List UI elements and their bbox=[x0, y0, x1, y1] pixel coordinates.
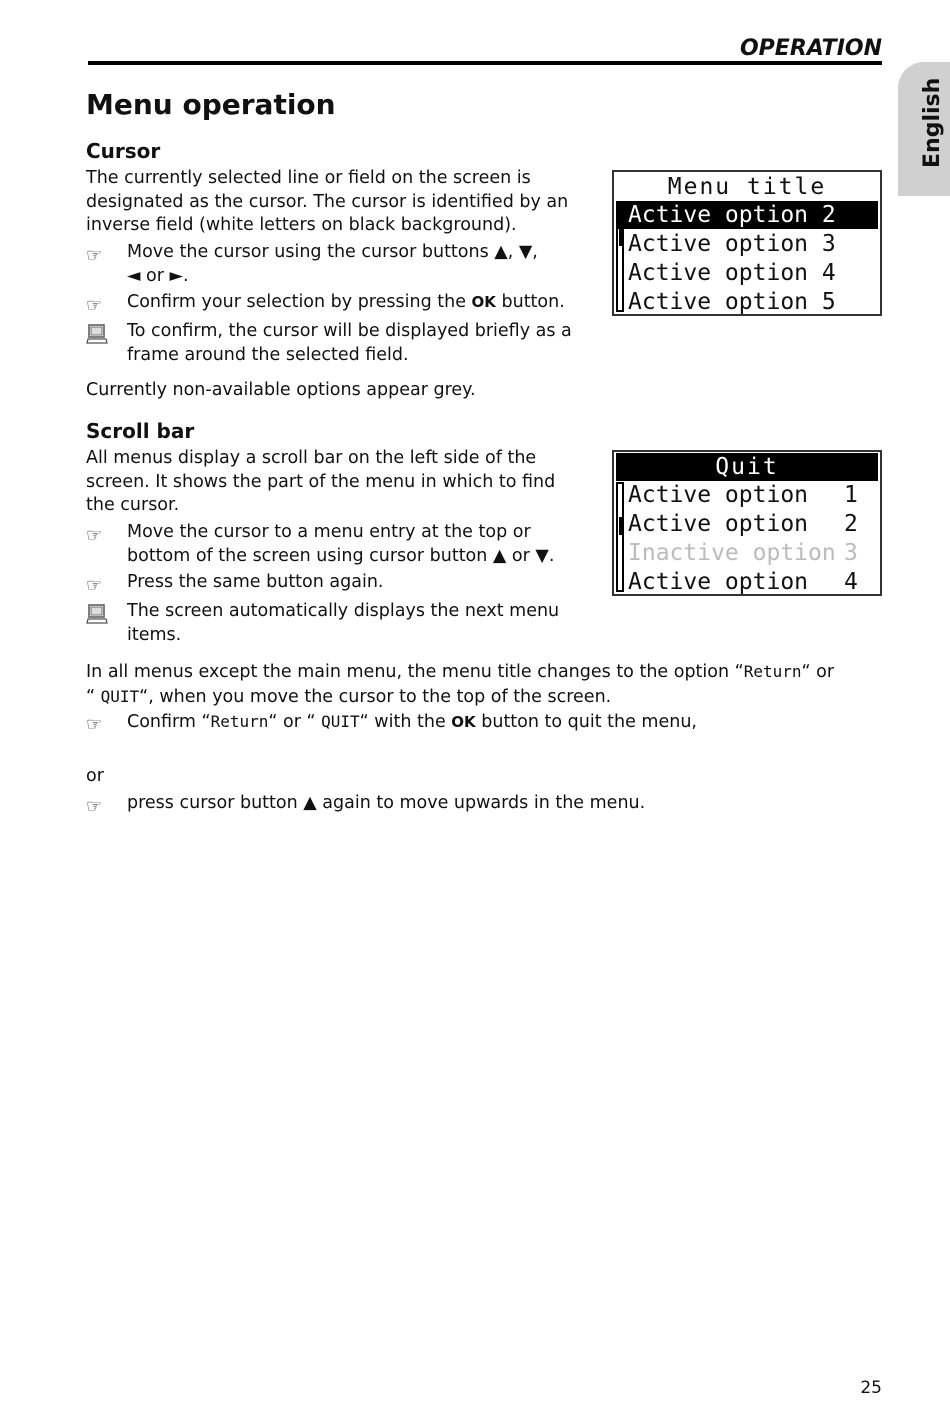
pointing-hand-icon: ☞ bbox=[86, 295, 103, 316]
cursor-step-2-text: Confirm your selection by pressing the bbox=[127, 292, 466, 312]
cursor-note: Currently non-available options appear grey. bbox=[86, 380, 476, 400]
scrollbar-step-1-text: Move the cursor to a menu entry at the top or bottom of the screen using cursor button ▲ or ▼. bbox=[127, 522, 555, 566]
scrollbar-result bbox=[86, 600, 586, 648]
lcd-line-inactive: Inactive option 3 bbox=[628, 540, 858, 566]
cursor-result-text: To confirm, the cursor will be displayed briefly as a frame around the selected field. bbox=[127, 321, 572, 365]
cursor-step-2-end: button. bbox=[501, 292, 565, 312]
menu-screen-cursor bbox=[612, 170, 882, 316]
cursor-result bbox=[86, 320, 586, 368]
scrollbar-step-2-text: Press the same button again. bbox=[127, 572, 384, 592]
cursor-step-1-line-b: ◄ or ►. bbox=[127, 265, 189, 286]
lcd-menu-title: Quit bbox=[616, 453, 878, 481]
menu-screen-scroll bbox=[612, 450, 882, 596]
section-label: OPERATION bbox=[739, 36, 882, 61]
pointing-hand-icon: ☞ bbox=[86, 525, 103, 546]
cursor-step-1-line-a: Move the cursor using the cursor buttons ▲, ▼, bbox=[127, 242, 538, 262]
pointing-hand-icon: ☞ bbox=[86, 245, 103, 266]
computer-screen-icon bbox=[86, 603, 108, 632]
scrollbar-step-1 bbox=[86, 521, 586, 569]
ok-key-label: OK bbox=[451, 713, 476, 731]
scrollbar-result-text: The screen automatically displays the next menu items. bbox=[127, 601, 560, 645]
lcd-line-selected: Active option 2 bbox=[616, 201, 878, 229]
pointing-hand-icon: ☞ bbox=[86, 714, 103, 735]
header-rule bbox=[88, 61, 882, 65]
quit-step: ☞ Confirm “Return“ or “ QUIT“ with the OK button to quit the menu, bbox=[86, 712, 697, 735]
lcd-line: Active option 5 bbox=[628, 289, 836, 315]
quit-option: QUIT bbox=[321, 712, 360, 731]
return-option: Return bbox=[743, 662, 802, 681]
cursor-heading: Cursor bbox=[86, 139, 161, 163]
scrollbar-intro: All menus display a scroll bar on the left side of the screen. It shows the part of the menu in which to find the cursor. bbox=[86, 448, 556, 515]
language-tab-label: English bbox=[920, 77, 945, 168]
upwards-step bbox=[86, 792, 886, 816]
scrollbar-step-2 bbox=[86, 571, 586, 595]
page-title: Menu operation bbox=[86, 88, 336, 121]
quit-option: QUIT bbox=[100, 686, 140, 706]
return-option: Return bbox=[210, 712, 269, 731]
return-quit-paragraph: In all menus except the main menu, the menu title changes to the option “Return“ or “ QUIT“, when you move the cursor to the top of the screen. bbox=[86, 662, 835, 707]
cursor-step-2 bbox=[86, 291, 586, 315]
computer-screen-icon bbox=[86, 323, 108, 352]
lcd-line: Active option 2 bbox=[628, 511, 858, 537]
lcd-line: Active option 4 bbox=[628, 569, 858, 595]
lcd-menu-title: Menu title bbox=[616, 173, 878, 202]
cursor-step-1 bbox=[86, 241, 586, 289]
lcd-line: Active option 4 bbox=[628, 260, 836, 286]
page-number: 25 bbox=[860, 1378, 882, 1398]
cursor-intro: The currently selected line or field on the screen is designated as the cursor. The cursor is identified by an inverse field (white letters on black background). bbox=[86, 168, 569, 235]
pointing-hand-icon: ☞ bbox=[86, 575, 103, 596]
ok-key-label: OK bbox=[471, 293, 496, 311]
or-text: or bbox=[86, 766, 104, 786]
pointing-hand-icon: ☞ bbox=[86, 796, 103, 817]
lcd-line: Active option 3 bbox=[628, 231, 836, 257]
upwards-step-text: press cursor button ▲ again to move upwards in the menu. bbox=[127, 793, 646, 813]
lcd-line: Active option 1 bbox=[628, 482, 858, 508]
scrollbar-heading: Scroll bar bbox=[86, 419, 195, 443]
